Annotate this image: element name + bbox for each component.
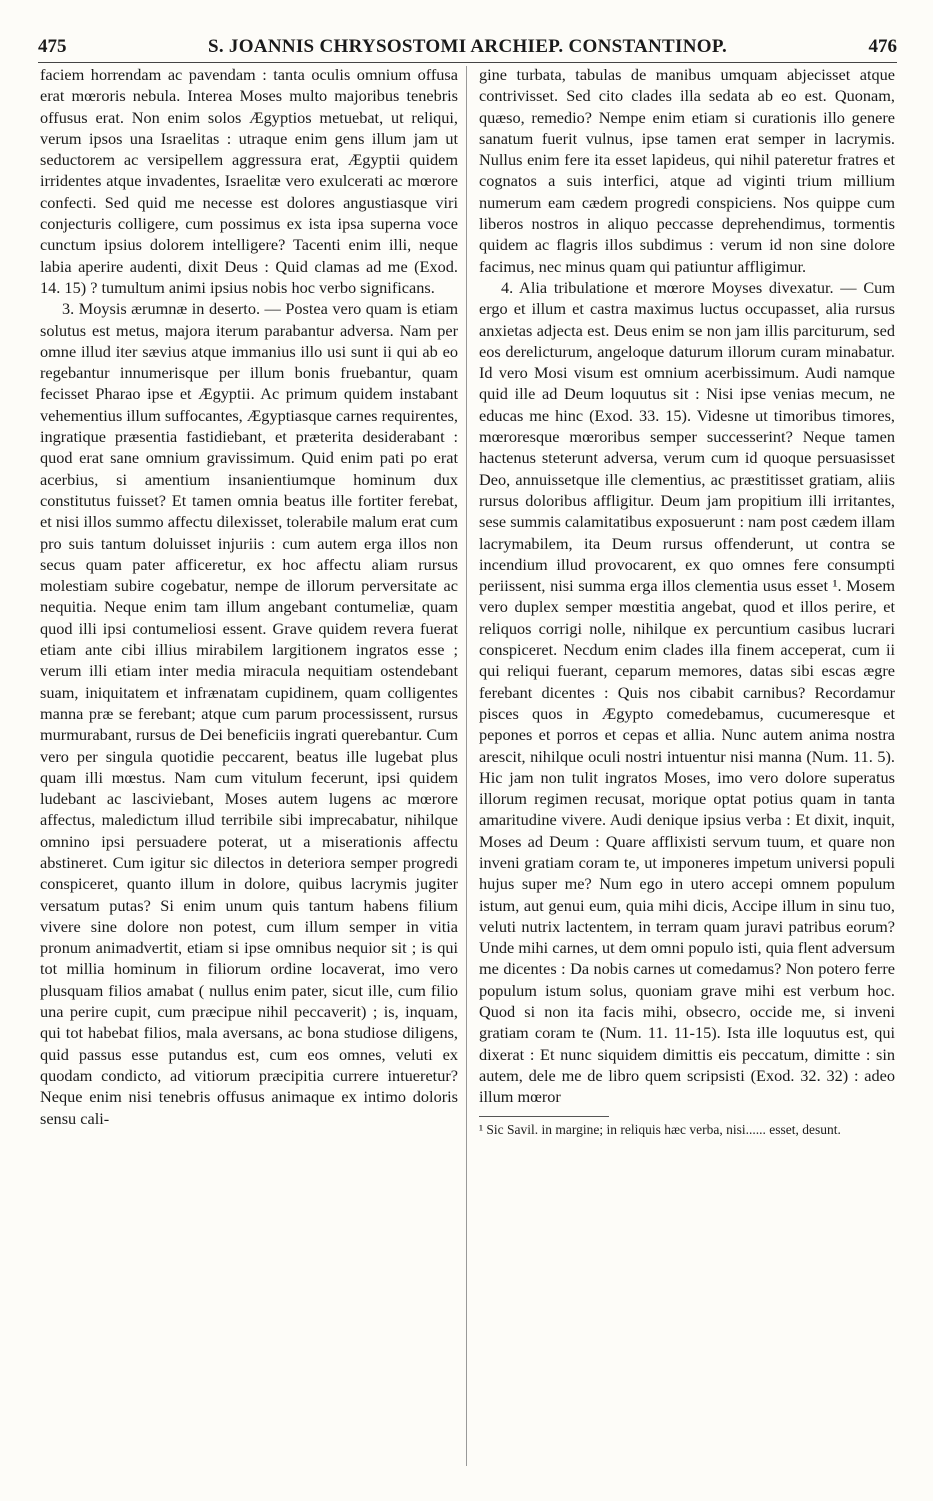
running-header bbox=[38, 30, 897, 63]
footnote: ¹ Sic Savil. in margine; in reliquis hæc verba, nisi...... esset, desunt. bbox=[479, 1121, 841, 1137]
column-divider bbox=[466, 66, 467, 1466]
left-column bbox=[40, 64, 458, 1129]
paragraph: 3. Moysis ærumnæ in deserto. — Postea vero quam is etiam solutus est metus, majora iterum parabantur adversa. Nam per omne illud iter sævius atque immanius illo usi sunt ii qui ab eo regebantur innumerisque per illum bonis fruebantur, quam fecisset Pharao ipse et Ægyptii. Ac primum quidem instabant vehementius illum suffocantes, Ægyptiasque carnes requirentes, ingratique præsentia fastidiebant, et præterita desiderabant : quod erat sane omnium gravissimum. Quid enim pati po erat acerbius, si amentium insanientiumque hominum dux constitutus fuisset? Et tamen omnia beatus ille fortiter ferebat, et nisi illos summo affectu dilexisset, tolerabile malum erat cum pro suis tantum doluisset injuriis : cum autem erga illos non secus quam pater afficeretur, ex hoc affectu aliam rursus molestiam subire cogebatur, nempe de illorum perversitate ac nequitia. Neque enim tam illum angebant contumeliæ, quam quod illi ipsi contumeliosi essent. Grave quidem revera fuerat etiam ante cibi illius mirabilem largitionem ingratos esse ; verum illi etiam inter media miracula nequitiam ostendebant suam, iniquitatem et infrænatam cupidinem, quam colligentes manna præ se ferebant; atque cum parum processissent, rursus murmurabant, rursus de Dei beneficiis ingrati querebantur. Cum vero per singula quotidie peccarent, beatus ille lugebat plus quam illi mœstus. Nam cum vitulum fecerunt, ipsi quidem ludebant ac lasciviebant, Moses autem lugens ac mœrore affectus, maledictum illud terribile sibi imprecabatur, nihilque omnino ipsi persuadere poterat, ut a miserationis affectu abstineret. Cum igitur sic dilectos in deteriora semper progredi conspiceret, quanto illum in dolore, quibus lacrymis jugiter versatum putas? Si enim unum quis tantum habens filium vivere sine dolore non potest, cum illum semper in vitia pronum animadvertit, etiam si ipse omnibus nequior sit ; is qui tot millia hominum in filiorum ordine locaverat, imo vero plusquam filios amabat ( nullus enim pater, sicut ille, cum filio una perire cupit, cum præcipue nihil peccaverit) ; is, inquam, qui tot habebat filios, mala aversans, ac bona studiose diligens, quid passus esse putandus est, cum eos omnes, veluti ex quodam condicto, ad vitiorum præcipitia currere intueretur? Neque enim nisi tenebris offusus animaque ex intimo doloris sensu cali- bbox=[40, 299, 458, 1128]
right-column bbox=[479, 64, 895, 1138]
paragraph: faciem horrendam ac pavendam : tanta oculis omnium offusa erat mœroris nebula. Interea Moses multo majoribus tenebris offusus erat. Non enim solos Ægyptios metuebat, ut reliqui, verum ipsos una Israelitas : utraque enim gens illum jam ut seductorem ac versipellem aggressura erat, Ægyptii quidem irridentes atque invadentes, Israelitæ vero exulcerati ac mœrore confecti. Sed quid me necesse est dolores angustiasque viri conjecturis colligere, cum possimus ex ista ipsa superna voce cunctum ipsius dolorem intelligere? Tacenti enim illi, neque labia aperire audenti, dixit Deus : Quid clamas ad me (Exod. 14. 15) ? tumultum animi ipsius nobis hoc verbo significans. bbox=[40, 65, 458, 297]
paragraph: 4. Alia tribulatione et mœrore Moyses divexatur. — Cum ergo et illum et castra maximus luctus occupasset, alia rursus anxietas adjecta est. Deus enim se non jam illis parciturum, sed eos derelicturum, angeloque daturum illorum curam minabatur. Id vero Mosi visum est omnium acerbissimum. Audi namque quid ille ad Deum loquutus sit : Nisi ipse venias mecum, ne educas me hinc (Exod. 33. 15). Videsne ut timoribus timores, mœroresque mœroribus semper successerint? Neque tamen hactenus steterunt adversa, verum cum id quoque persuasisset Deo, annuissetque ille clementius, ac præstitisset gratiam, aliis rursus doloribus affligitur. Deum jam propitium illi irritantes, sese summis calamitatibus exposuerunt : nam post cædem illam lacrymabilem, ita Deum rursus offenderunt, ut contra se incendium illud provocarent, ex quo omnes fere consumpti periissent, nisi summa erga illos clementia usus esset ¹. Mosem vero duplex semper mœstitia angebat, quod et illos perire, et reliquos corrigi nolle, nihilque ex percuntium casibus lucrari conspiceret. Necdum enim clades illa finem acceperat, cum ii qui reliqui fuerant, ceparum memores, datas sibi escas ægre ferebant dicentes : Quis nos cibabit carnibus? Recordamur pisces quos in Ægypto comedebamus, cucumeresque et pepones et porros et cepas et allia. Nunc autem anima nostra arescit, nihilque oculi nostri intuentur nisi manna (Num. 11. 5). Hic jam non tulit ingratos Moses, imo vero dolore superatus illorum regimen recusat, morique optat potius quam in tanta amaritudine vivere. Audi denique ipsius verba : Et dixit, inquit, Moses ad Deum : Quare afflixisti servum tuum, et quare non inveni gratiam coram te, ut imponeres impetum universi populi hujus super me? Num ego in utero accepi omnem populum istum, aut genui eum, quia mihi dicis, Accipe illum in sinu tuo, veluti nutrix lactentem, in terram quam juravi patribus eorum? Unde mihi carnes, ut dem omni populo isti, quia flent adversum me dicentes : Da nobis carnes ut comedamus? Non potero ferre populum istum solus, quoniam grave mihi est verbum hoc. Quod si non ita facis mihi, obsecro, occide me, si inveni gratiam coram te (Num. 11. 11-15). Ista ille loquutus est, qui dixerat : Et nunc siquidem dimittis eis peccatum, dimitte : sin autem, dele me de libro quem scripsisti (Exod. 32. 32) : adeo illum mœror bbox=[479, 277, 896, 1107]
paragraph: gine turbata, tabulas de manibus umquam abjecisset atque contrivisset. Sed cito clades illa sedata ab eo est. Quonam, quæso, remedio? Nempe enim etiam si curationis illo genere sanatum fuerit vulnus, ipse tamen erat semper in lacrymis. Nullus enim fere ita esset lapideus, qui nihil pateretur fratres et cognatos a suis interfici, atque ad viginti trium millium numerum eam cædem progredi conspiciens. Nos quippe cum liberos nostros in aliquo peccasse deprehendimus, tormentis quidem ac flagris illos subdimus : verum id non sine dolore facimus, nec minus quam qui patiuntur affligimur. bbox=[479, 65, 895, 276]
running-title: S. JOANNIS CHRYSOSTOMI ARCHIEP. CONSTANTINOP. bbox=[207, 36, 728, 57]
left-page-number: 475 bbox=[38, 36, 67, 57]
right-page-number: 476 bbox=[868, 36, 897, 57]
